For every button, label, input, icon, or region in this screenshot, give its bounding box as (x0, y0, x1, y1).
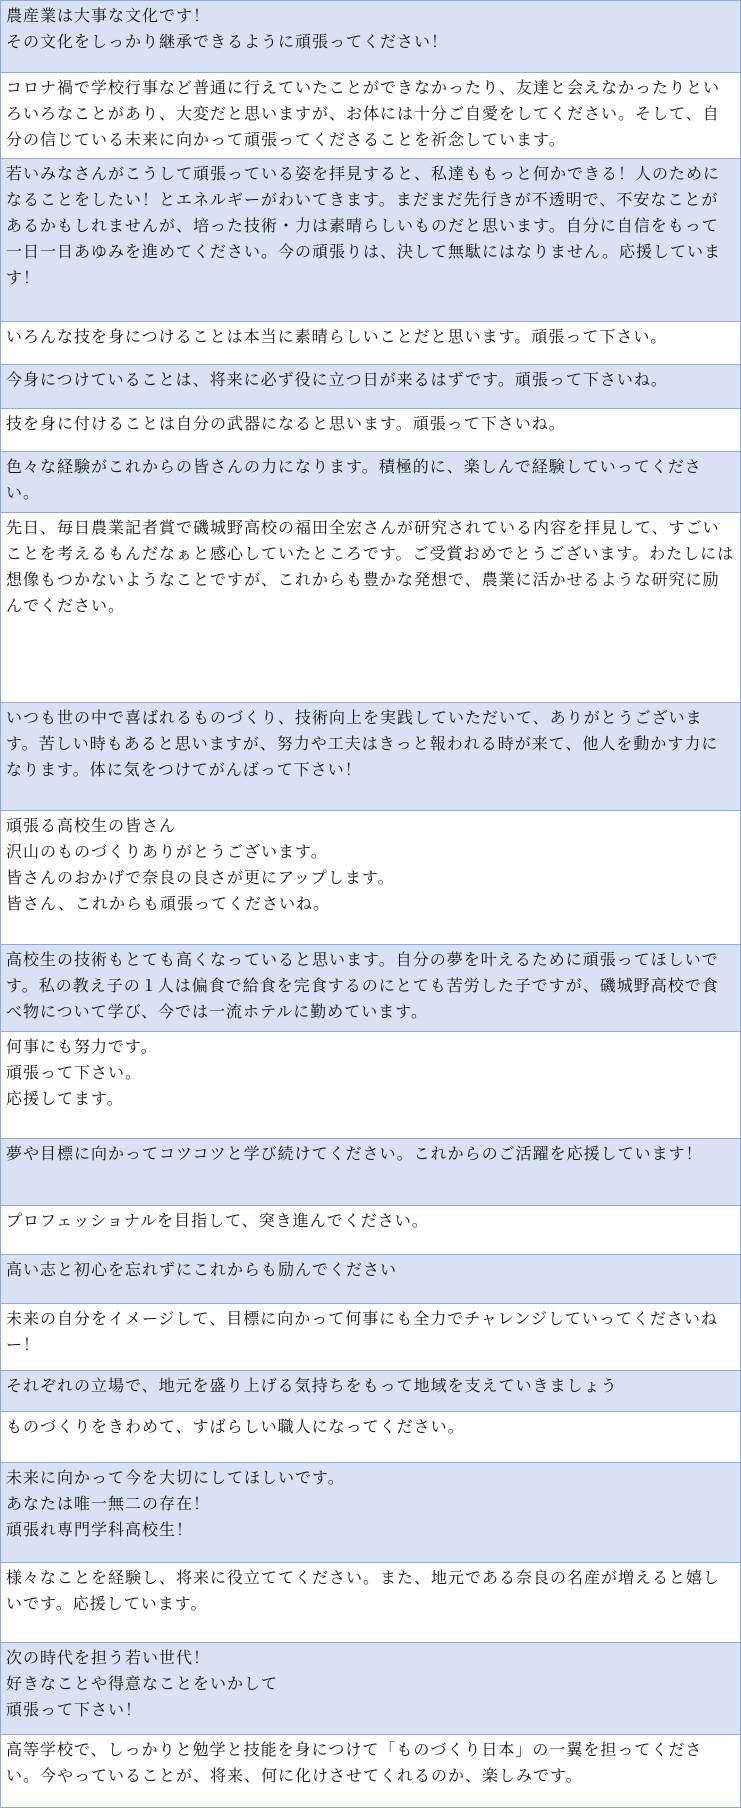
message-row: 頑張る高校生の皆さん 沢山のものづくりありがとうございます。 皆さんのおかげで奈良の良さが更にアップします。 皆さん、これからも頑張ってくださいね。 (0, 811, 741, 945)
message-row: 高い志と初心を忘れずにこれからも励んでください (0, 1255, 741, 1304)
message-row: 若いみなさんがこうして頑張っている姿を拝見すると、私達ももっと何かできる！人のためになることをしたい！とエネルギーがわいてきます。まだまだ先行きが不透明で、不安なことがあるかもしれませんが、培った技術・力は素晴らしいものだと思います。自分に自信をもって一日一日あゆみを進めてください。今の頑張りは、決して無駄にはなりません。応援しています！ (0, 159, 741, 322)
message-row: 次の時代を担う若い世代！ 好きなことや得意なことをいかして 頑張って下さい！ (0, 1643, 741, 1735)
message-row: 様々なことを経験し、将来に役立ててください。また、地元である奈良の名産が増えると嬉しいです。応援しています。 (0, 1563, 741, 1643)
message-row: 夢や目標に向かってコツコツと学び続けてください。これからのご活躍を応援しています！ (0, 1139, 741, 1206)
message-row: コロナ禍で学校行事など普通に行えていたことができなかったり、友達と会えなかったりといろいろなことがあり、大変だと思いますが、お体には十分ご自愛をしてください。そして、自分の信じている未来に向かって頑張ってくださることを祈念しています。 (0, 73, 741, 159)
message-row: 何事にも努力です。 頑張って下さい。 応援してます。 (0, 1032, 741, 1139)
message-row: 先日、毎日農業記者賞で磯城野高校の福田全宏さんが研究されている内容を拝見して、すごいことを考えるもんだなぁと感心していたところです。ご受賞おめでとうございます。わたしには想像もつかないようなことですが、これからも豊かな発想で、農業に活かせるような研究に励んでください。 (0, 513, 741, 703)
message-row: プロフェッショナルを目指して、突き進んでください。 (0, 1206, 741, 1255)
message-row: いつも世の中で喜ばれるものづくり、技術向上を実践していただいて、ありがとうございます。苦しい時もあると思いますが、努力や工夫はきっと報われる時が来て、他人を動かす力になります。体に気をつけてがんばって下さい！ (0, 703, 741, 811)
message-row: 色々な経験がこれからの皆さんの力になります。積極的に、楽しんで経験していってください。 (0, 452, 741, 513)
message-row: 今身につけていることは、将来に必ず役に立つ日が来るはずです。頑張って下さいね。 (0, 365, 741, 409)
message-row: 未来に向かって今を大切にしてほしいです。 あなたは唯一無二の存在！ 頑張れ専門学科高校生！ (0, 1463, 741, 1563)
message-row: 高等学校で、しっかりと勉学と技能を身につけて「ものづくり日本」の一翼を担ってください。今やっていることが、将来、何に化けさせてくれるのか、楽しみです。 (0, 1735, 741, 1808)
message-row: それぞれの立場で、地元を盛り上げる気持ちをもって地域を支えていきましょう (0, 1371, 741, 1412)
message-row: 農産業は大事な文化です！ その文化をしっかり継承できるように頑張ってください！ (0, 1, 741, 73)
message-row: 技を身に付けることは自分の武器になると思います。頑張って下さいね。 (0, 409, 741, 452)
message-row: いろんな技を身につけることは本当に素晴らしいことだと思います。頑張って下さい。 (0, 322, 741, 365)
message-row: ものづくりをきわめて、すばらしい職人になってください。 (0, 1412, 741, 1463)
message-row: 未来の自分をイメージして、目標に向かって何事にも全力でチャレンジしていってくださいねー！ (0, 1304, 741, 1371)
message-row: 高校生の技術もとても高くなっていると思います。自分の夢を叶えるために頑張ってほしいです。私の教え子の１人は偏食で給食を完食するのにとても苦労した子ですが、磯城野高校で食べ物について学び、今では一流ホテルに勤めています。 (0, 945, 741, 1032)
